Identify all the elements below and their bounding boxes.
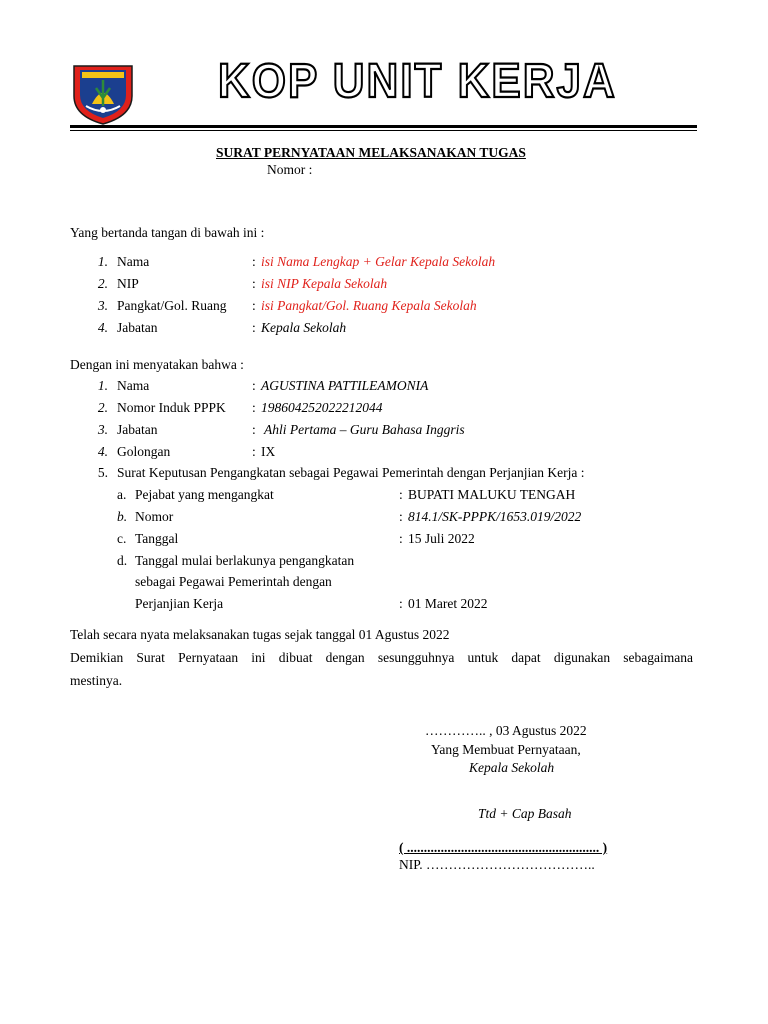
item-separator: : — [252, 422, 256, 437]
item-separator: : — [252, 298, 256, 313]
item-letter: a. — [117, 487, 127, 502]
item-letter: d. — [117, 553, 128, 568]
closing-line: Telah secara nyata melaksanakan tugas sejak tanggal 01 Agustus 2022 — [70, 627, 450, 642]
item-label-line: sebagai Pegawai Pemerintah dengan — [135, 574, 332, 589]
item-label: Nomor — [135, 509, 174, 524]
item-value: isi NIP Kepala Sekolah — [261, 276, 388, 291]
item-label-line: Tanggal mulai berlakunya pengangkatan — [135, 553, 355, 568]
letterhead-divider-thin — [70, 130, 697, 131]
document-number-label: Nomor : — [267, 162, 313, 177]
statement-intro: Dengan ini menyatakan bahwa : — [70, 357, 244, 372]
item-label: Golongan — [117, 444, 171, 459]
item-value: isi Pangkat/Gol. Ruang Kepala Sekolah — [261, 298, 477, 313]
closing-line: mestinya. — [70, 673, 123, 688]
item-value: Ahli Pertama – Guru Bahasa Inggris — [264, 422, 465, 437]
item-label: Pejabat yang mengangkat — [135, 487, 274, 502]
item-separator: : — [399, 531, 403, 546]
letterhead-title: KOP UNIT KERJA — [218, 54, 617, 108]
item-number: 3. — [97, 422, 108, 437]
document-title: SURAT PERNYATAAN MELAKSANAKAN TUGAS — [216, 145, 526, 160]
place-date: ………….. , 03 Agustus 2022 — [425, 723, 587, 738]
item-value: 814.1/SK-PPPK/1653.019/2022 — [408, 509, 582, 524]
item-number: 5. — [97, 465, 108, 480]
item-value: 15 Juli 2022 — [408, 531, 475, 546]
item-value: AGUSTINA PATTILEAMONIA — [261, 378, 429, 393]
item-label: Tanggal — [135, 531, 179, 546]
item-number: 4. — [97, 444, 108, 459]
item-number: 4. — [97, 320, 108, 335]
item-label: Jabatan — [117, 422, 158, 437]
item-letter: c. — [117, 531, 127, 546]
signature-note: Ttd + Cap Basah — [478, 806, 572, 821]
item-value: isi Nama Lengkap + Gelar Kepala Sekolah — [261, 254, 496, 269]
item-value: Kepala Sekolah — [261, 320, 347, 335]
item-separator: : — [252, 400, 256, 415]
item-label: Jabatan — [117, 320, 158, 335]
item-value: IX — [261, 444, 276, 459]
item-label: NIP — [117, 276, 139, 291]
item-value: 198604252022212044 — [261, 400, 383, 415]
item-label: Pangkat/Gol. Ruang — [117, 298, 227, 313]
signature-role: Kepala Sekolah — [469, 760, 555, 775]
signature-maker: Yang Membuat Pernyataan, — [431, 742, 581, 757]
item-separator: : — [399, 487, 403, 502]
item-label: Nomor Induk PPPK — [117, 400, 226, 415]
closing-line: Demikian Surat Pernyataan ini dibuat dengan sesungguhnya untuk dapat digunakan sebagaimana — [70, 650, 693, 665]
item-separator: : — [252, 444, 256, 459]
item-separator: : — [399, 509, 403, 524]
item-number: 1. — [97, 378, 108, 393]
item-label: Surat Keputusan Pengangkatan sebagai Pegawai Pemerintah dengan Perjanjian Kerja : — [117, 465, 585, 480]
item-value: 01 Maret 2022 — [408, 596, 488, 611]
letterhead-divider — [70, 125, 697, 128]
item-separator: : — [252, 320, 256, 335]
item-separator: : — [399, 596, 403, 611]
regency-coat-of-arms-icon — [68, 60, 138, 126]
item-separator: : — [252, 276, 256, 291]
item-number: 3. — [97, 298, 108, 313]
item-label-line: Perjanjian Kerja — [135, 596, 224, 611]
signature-nip: NIP. ……………………………….. — [399, 857, 595, 872]
item-label: Nama — [117, 254, 150, 269]
item-label: Nama — [117, 378, 150, 393]
item-number: 1. — [97, 254, 108, 269]
item-number: 2. — [97, 276, 108, 291]
item-separator: : — [252, 254, 256, 269]
intro-text: Yang bertanda tangan di bawah ini : — [70, 225, 265, 240]
item-number: 2. — [97, 400, 108, 415]
item-value: BUPATI MALUKU TENGAH — [408, 487, 576, 502]
signature-name-blank: ( ......................................................... ) — [399, 840, 608, 855]
item-letter: b. — [117, 509, 128, 524]
item-separator: : — [252, 378, 256, 393]
